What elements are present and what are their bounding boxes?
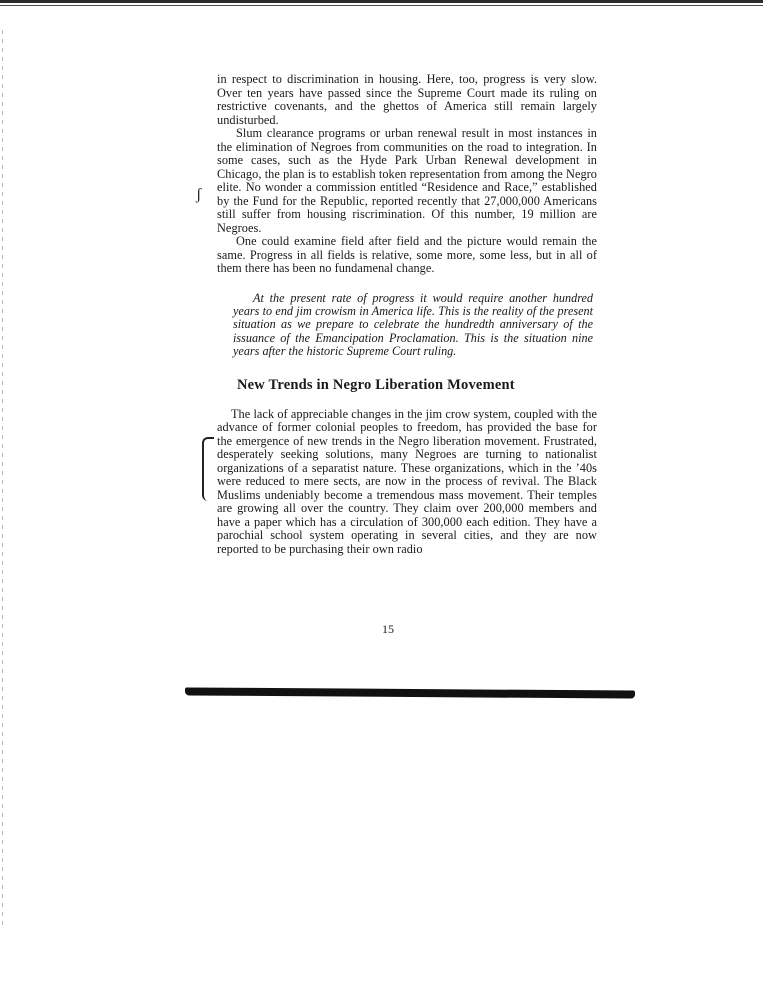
top-border-rule (0, 0, 763, 7)
paragraph-housing: in respect to discrimination in housing. Here, too, progress is very slow. Over ten years have passed since the Supreme Court made its ruling on restrictive covenants, and the ghettos of America still remain largely undisturbed. (217, 72, 597, 127)
italic-quote-block (217, 292, 597, 359)
paragraph-new-trends: The lack of appreciable changes in the jim crow system, coupled with the advance of former colonial peoples to freedom, has provided the base for the emergence of new trends in the Negro liberation movement. Frustrated, desperately seeking solutions, many Negroes are turning to nationalist organizations of a separatist nature. These organizations, which in the ’40s were reduced to mere sects, are now in the process of revival. The Black Muslims undeniably become a tremendous mass movement. Their temples are growing all over the country. They claim over 200,000 members and have a paper which has a circulation of 300,000 each edition. They have a parochial school system operating in several cities, and they are now reported to be purchasing their own radio (217, 406, 597, 556)
section-heading: New Trends in Negro Liberation Movement (237, 376, 515, 393)
quote-text: At the present rate of progress it would require another hundred years to end jim crowism in America life. This is the reality of the present situation as we prepare to celebrate the hundredth anniversary of the issuance of the Emancipation Proclamation. This is the situation nine years after the historic Supreme Court ruling. (233, 290, 593, 359)
scan-edge (2, 30, 3, 930)
margin-pen-mark: ʃ (196, 186, 202, 203)
margin-bracket-mark (202, 437, 214, 501)
bottom-thick-rule (185, 687, 635, 698)
page-number: 15 (382, 622, 394, 636)
page-text-block (217, 73, 597, 556)
paragraph-field-after-field: One could examine field after field and the picture would remain the same. Progress in all fields is relative, some more, some less, but in all of them there has been no fundamenal change. (217, 234, 597, 275)
paragraph-slum-clearance: Slum clearance programs or urban renewal result in most instances in the elimination of Negroes from communities on the road to integration. In some cases, such as the Hyde Park Urban Renewal development in Chicago, the plan is to establish token representation from among the Negro elite. No wonder a commission entitled “Residence and Race,” established by the Fund for the Republic, reported recently that 27,000,000 Americans still suffer from housing riscrimination. Of this number, 19 million are Negroes. (217, 126, 597, 235)
